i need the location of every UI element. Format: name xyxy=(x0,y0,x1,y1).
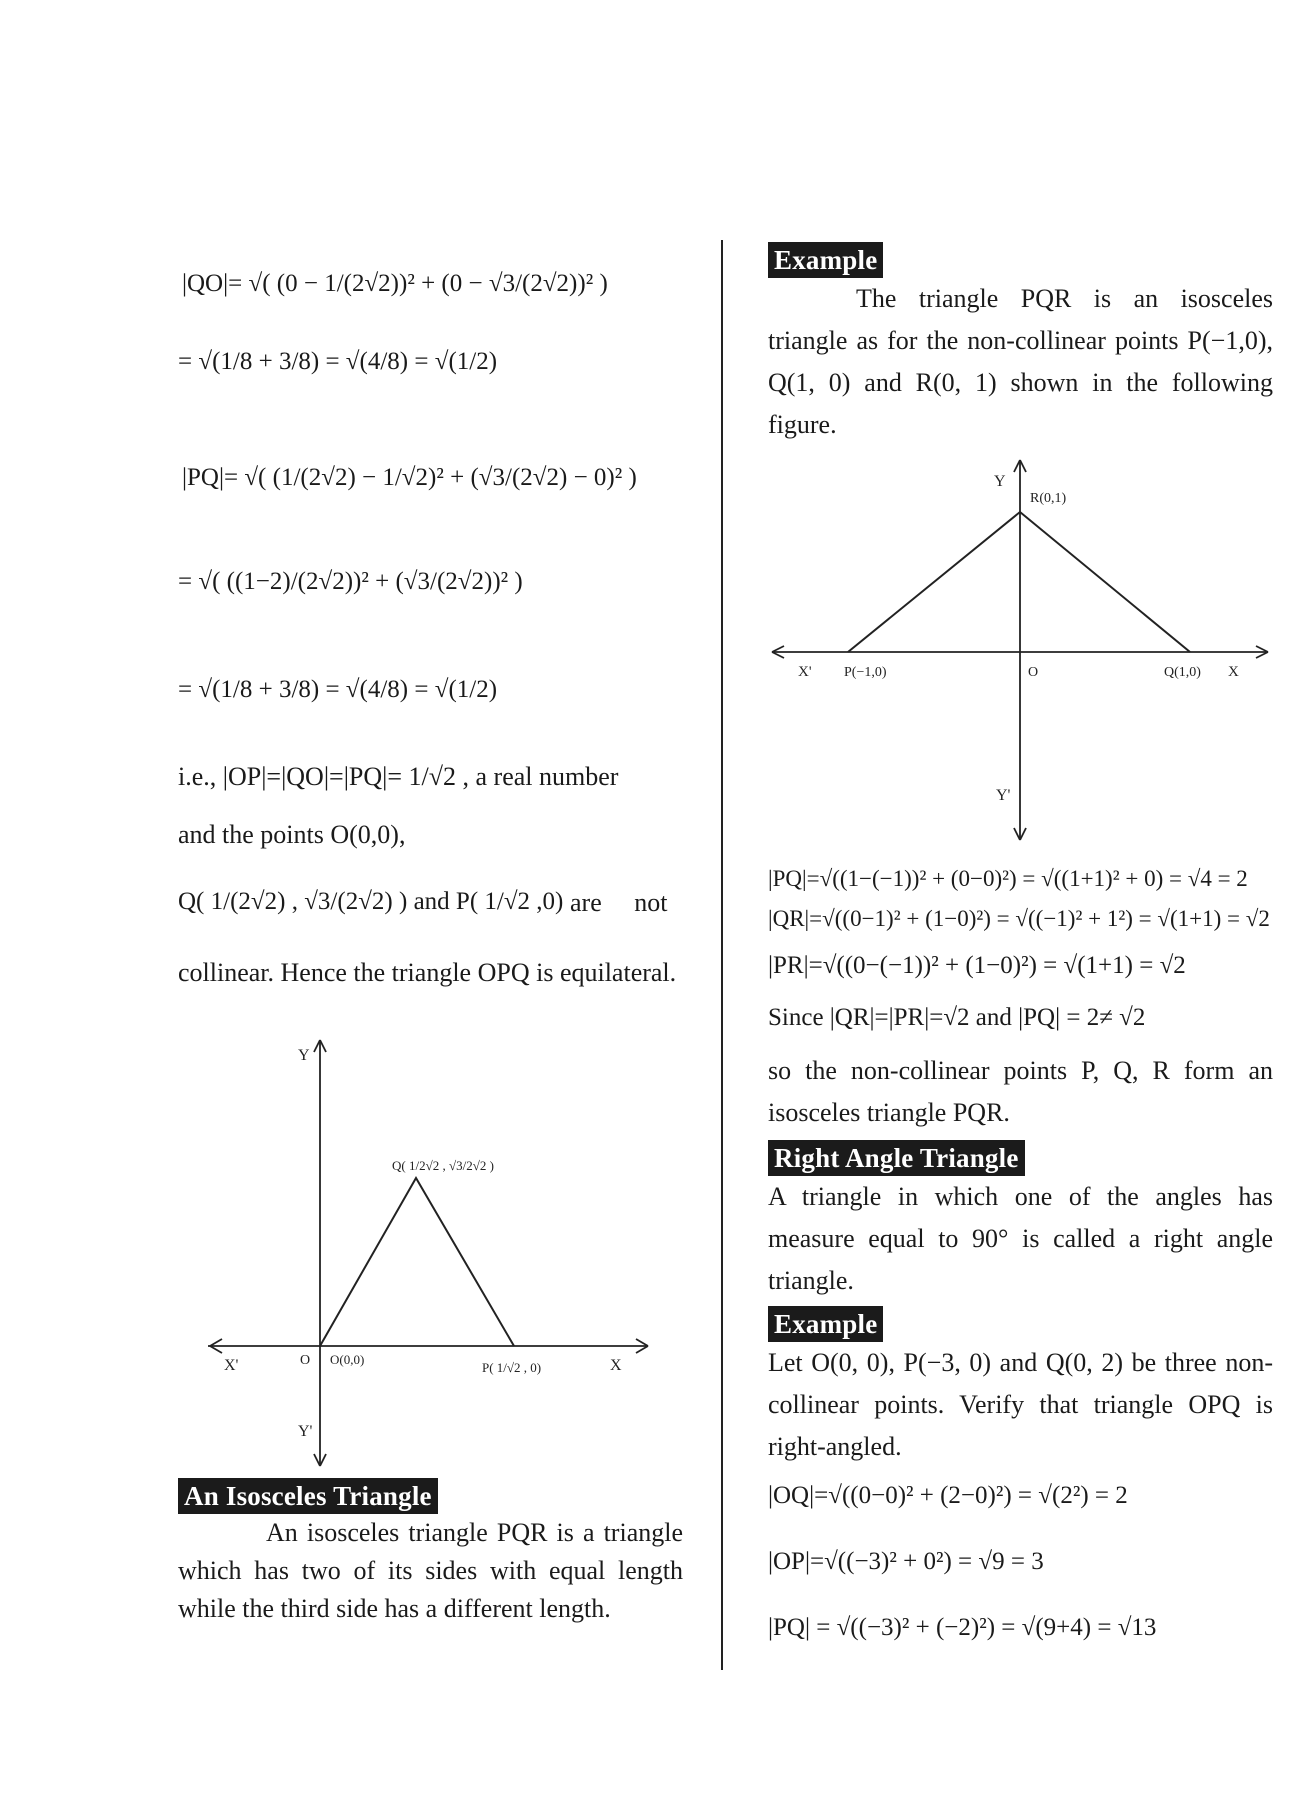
qo-label: |QO|= xyxy=(182,270,243,297)
pr-distance-calc: |PR|=√((0−(−1))² + (1−0)²) = √(1+1) = √2 xyxy=(768,952,1186,979)
pq-label: |PQ|= xyxy=(182,464,239,491)
op-distance-calc: |OP|=√((−3)² + 0²) = √9 = 3 xyxy=(768,1548,1044,1575)
x-axis-label: X xyxy=(1228,664,1239,680)
isosceles-heading: An Isosceles Triangle xyxy=(178,1478,438,1514)
example-2-text: Let O(0, 0), P(−3, 0) and Q(0, 2) be three non-collinear points. Verify that triangle OPQ is right-angled. xyxy=(768,1348,1273,1461)
qo-simplification: = √(1/8 + 3/8) = √(4/8) = √(1/2) xyxy=(178,348,498,375)
isosceles-definition: An isosceles triangle PQR is a triangle which has two of its sides with equal length while the third side has a different length. xyxy=(178,1518,683,1623)
right-angle-definition: A triangle in which one of the angles has measure equal to 90° is called a right angle triangle. xyxy=(768,1182,1273,1295)
pq-distance-calc: |PQ|=√((1−(−1))² + (0−0)²) = √((1+1)² + 0) = √4 = 2 xyxy=(768,866,1248,891)
example-2-heading: Example xyxy=(768,1306,883,1342)
p-vertex-label: P(−1,0) xyxy=(844,665,887,680)
qr-distance-calc: |QR|=√((0−1)² + (1−0)²) = √((−1)² + 1²) = √(1+1) = √2 xyxy=(768,906,1270,931)
since-line: Since |QR|=|PR|=√2 and |PQ| = 2≠ √2 xyxy=(768,1004,1146,1031)
q-vertex-label: Q(1,0) xyxy=(1164,665,1201,680)
qo-equation xyxy=(182,270,608,298)
ie-line: i.e., |OP|=|QO|=|PQ|= 1/√2 , a real number xyxy=(178,762,619,791)
y-axis-label: Y xyxy=(298,1047,310,1064)
isosceles-conclusion: so the non-collinear points P, Q, R form an isosceles triangle PQR. xyxy=(768,1056,1273,1127)
pq-distance-calc-2: |PQ| = √((−3)² + (−2)²) = √(9+4) = √13 xyxy=(768,1614,1157,1641)
column-divider xyxy=(721,240,723,1670)
points-q-p-line xyxy=(178,888,563,916)
origin-coordinate: O(0,0) xyxy=(330,1352,365,1367)
triangle-pqr xyxy=(848,512,1190,652)
origin-label: O xyxy=(300,1353,311,1368)
y-prime-label: Y' xyxy=(298,1423,313,1440)
r-vertex-label: R(0,1) xyxy=(1030,491,1067,506)
pq-equation xyxy=(182,464,637,492)
pq-expression: √( (1/(2√2) − 1/√2)² + (√3/(2√2) − 0)² ) xyxy=(244,464,637,491)
equilateral-triangle-graph xyxy=(198,1030,658,1470)
example-1-heading: Example xyxy=(768,242,883,278)
x-prime-label: X' xyxy=(224,1357,239,1374)
p-point: and P( 1/√2 ,0) xyxy=(413,888,564,915)
x-prime-label: X' xyxy=(798,664,812,680)
pq-step-2: = √(1/8 + 3/8) = √(4/8) = √(1/2) xyxy=(178,676,498,703)
are-not-text: are not xyxy=(570,888,668,917)
right-angle-heading: Right Angle Triangle xyxy=(768,1140,1025,1176)
example-1-text: The triangle PQR is an isosceles triangle as for the non-collinear points P(−1,0), Q(1, 0) and R(0, 1) shown in the following figure. xyxy=(768,284,1273,439)
x-axis-label: X xyxy=(610,1357,622,1374)
origin-label: O xyxy=(1028,665,1039,680)
y-prime-label: Y' xyxy=(996,787,1011,804)
pq-step-1: = √( ((1−2)/(2√2))² + (√3/(2√2))² ) xyxy=(178,568,523,595)
oq-distance-calc: |OQ|=√((0−0)² + (2−0)²) = √(2²) = 2 xyxy=(768,1482,1128,1509)
y-axis-label: Y xyxy=(994,473,1006,490)
triangle-opq xyxy=(320,1178,514,1346)
p-vertex-label: P( 1/√2 , 0) xyxy=(482,1360,542,1375)
q-vertex-label: Q( 1/2√2 , √3/2√2 ) xyxy=(392,1158,494,1173)
points-line: and the points O(0,0), xyxy=(178,820,406,849)
q-point: Q( 1/(2√2) , √3/(2√2) ) xyxy=(178,888,408,915)
isosceles-triangle-graph xyxy=(768,452,1273,844)
qo-expression: √( (0 − 1/(2√2))² + (0 − √3/(2√2))² ) xyxy=(248,270,608,297)
equilateral-conclusion: collinear. Hence the triangle OPQ is equilateral. xyxy=(178,958,677,987)
